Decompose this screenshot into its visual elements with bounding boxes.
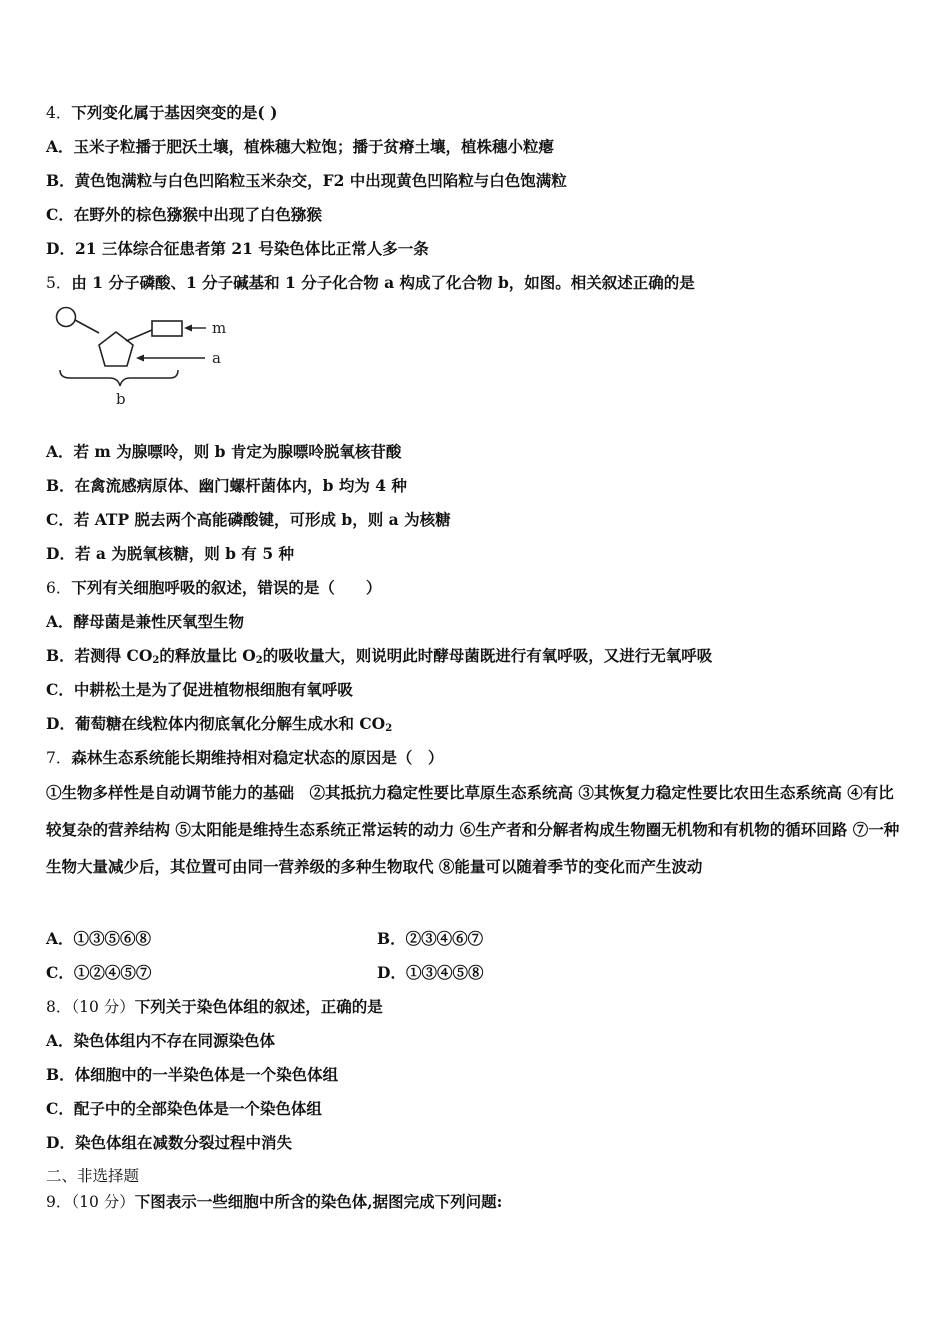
option-text: 黄色饱满粒与白色凹陷粒玉米杂交，F2 中出现黄色凹陷粒与白色饱满粒 [74,171,567,190]
q6-number: 6． [46,579,72,597]
phosphate-circle [57,308,76,327]
option-label: D． [46,239,75,258]
q5-stem-text: 由 1 分子磷酸、1 分子碱基和 1 分子化合物 a 构成了化合物 b，如图。相关叙述正确的是 [71,273,695,292]
option-label: C． [46,205,74,224]
q5-option-c[interactable] [46,510,451,530]
option-label: D． [46,1133,75,1152]
q6-stem-text: 下列有关细胞呼吸的叙述，错误的是（ ） [71,578,382,597]
option-text: ①③④⑤⑧ [405,963,484,982]
q8-stem-text: 下列关于染色体组的叙述，正确的是 [134,997,383,1016]
q6-option-d[interactable] [46,714,392,739]
q6-option-a[interactable] [46,612,244,632]
option-label: C． [46,510,74,529]
option-label: A． [46,442,74,461]
option-label: C． [46,680,74,699]
option-text: 的吸收量大，则说明此时酵母菌既进行有氧呼吸，又进行无氧呼吸 [262,646,713,665]
option-text: ①③⑤⑥⑧ [73,929,152,948]
q7-statements: ①生物多样性是自动调节能力的基础 ②其抵抗力稳定性要比草原生态系统高 ③其恢复力稳定性要比农田生态系统高 ④有比较复杂的营养结构 ⑤太阳能是维持生态系统正常运转的动力 ⑥生产者和分解者构成生物圈无机物和有机物的循环回路 ⑦一种生物大量减少后，其位置可由同一营养级的多种生物取代 ⑧能量可以随着季节的变化而产生波动 [46,783,900,876]
option-label: D． [46,544,75,563]
option-label: B． [46,171,75,190]
option-text: ②③④⑥⑦ [405,929,484,948]
q8-stem [46,997,383,1017]
option-label: A． [46,929,74,948]
subscript: 2 [255,655,263,666]
q5-option-d[interactable] [46,544,294,564]
option-text: 染色体组内不存在同源染色体 [73,1031,276,1050]
option-text: 配子中的全部染色体是一个染色体组 [73,1099,322,1118]
q8-option-b[interactable] [46,1065,338,1085]
option-text: 若 a 为脱氧核糖，则 b 有 5 种 [74,544,294,563]
phosphate-bond [75,320,99,333]
option-label: C． [46,963,74,982]
q5-option-a[interactable] [46,442,401,462]
q7-stem-text: 森林生态系统能长期维持相对稳定状态的原因是（ ） [71,748,444,767]
base-bond [126,330,152,341]
q6-option-b[interactable] [46,646,712,671]
section-heading: 二、非选择题 [46,1167,140,1185]
q7-stem [46,748,443,768]
option-label: B． [377,929,406,948]
q4-option-c[interactable] [46,205,322,225]
option-text: 21 三体综合征患者第 21 号染色体比正常人多一条 [74,239,429,258]
nucleotide-diagram [50,300,240,412]
option-text: 若测得 CO [74,646,153,665]
subscript: 2 [152,655,160,666]
q4-stem-text: 下列变化属于基因突变的是( ) [71,103,278,122]
subscript: 2 [385,723,393,734]
option-text: 染色体组在减数分裂过程中消失 [74,1133,292,1152]
option-text: 的释放量比 O [159,646,256,665]
q8-option-c[interactable] [46,1099,322,1119]
q7-option-a[interactable] [46,929,151,949]
q4-stem [46,103,277,123]
option-label: A． [46,137,74,156]
label-m: m [212,319,227,337]
label-b: b [116,390,126,408]
q4-number: 4． [46,104,72,122]
q6-stem [46,578,381,598]
option-text: 酵母菌是兼性厌氧型生物 [73,612,245,631]
q9-score: （10 分） [71,1193,135,1211]
q8-option-d[interactable] [46,1133,292,1153]
option-label: C． [46,1099,74,1118]
option-text: 葡萄糖在线粒体内彻底氧化分解生成水和 CO [74,714,386,733]
option-text: ①②④⑤⑦ [73,963,152,982]
option-label: D． [377,963,406,982]
q4-option-b[interactable] [46,171,567,191]
option-text: 若 m 为腺嘌呤，则 b 肯定为腺嘌呤脱氧核苷酸 [73,442,402,461]
option-text: 若 ATP 脱去两个高能磷酸键，可形成 b，则 a 为核糖 [73,510,451,529]
option-label: B． [46,1065,75,1084]
q7-option-d[interactable] [377,963,483,983]
option-label: B． [46,646,75,665]
q7-option-c[interactable] [46,963,151,983]
q9-number: 9． [46,1193,72,1211]
q8-number: 8． [46,998,72,1016]
arrow-a-head [136,355,144,362]
option-text: 玉米子粒播于肥沃土壤，植株穗大粒饱；播于贫瘠土壤，植株穗小粒瘪 [73,137,555,156]
q8-score: （10 分） [71,998,135,1016]
q7-number: 7． [46,749,72,767]
option-text: 中耕松土是为了促进植物根细胞有氧呼吸 [73,680,353,699]
option-text: 体细胞中的一半染色体是一个染色体组 [74,1065,339,1084]
q6-option-c[interactable] [46,680,353,700]
q8-option-a[interactable] [46,1031,275,1051]
pentose-sugar [99,332,133,366]
option-label: B． [46,476,75,495]
q7-option-b[interactable] [377,929,483,949]
q5-option-b[interactable] [46,476,407,496]
q4-option-a[interactable] [46,137,554,157]
arrow-m-head [184,325,192,332]
option-label: A． [46,1031,74,1050]
brace-b [60,370,178,386]
option-label: D． [46,714,75,733]
label-a: a [212,349,221,367]
q5-stem [46,273,695,293]
option-label: A． [46,612,74,631]
base-rect [152,321,182,336]
q4-option-d[interactable] [46,239,429,259]
option-text: 在野外的棕色猕猴中出现了白色猕猴 [73,205,322,224]
q5-number: 5． [46,274,72,292]
q9-stem-text: 下图表示一些细胞中所含的染色体,据图完成下列问题: [134,1192,503,1211]
option-text: 在禽流感病原体、幽门螺杆菌体内，b 均为 4 种 [74,476,407,495]
q9-stem [46,1192,502,1212]
